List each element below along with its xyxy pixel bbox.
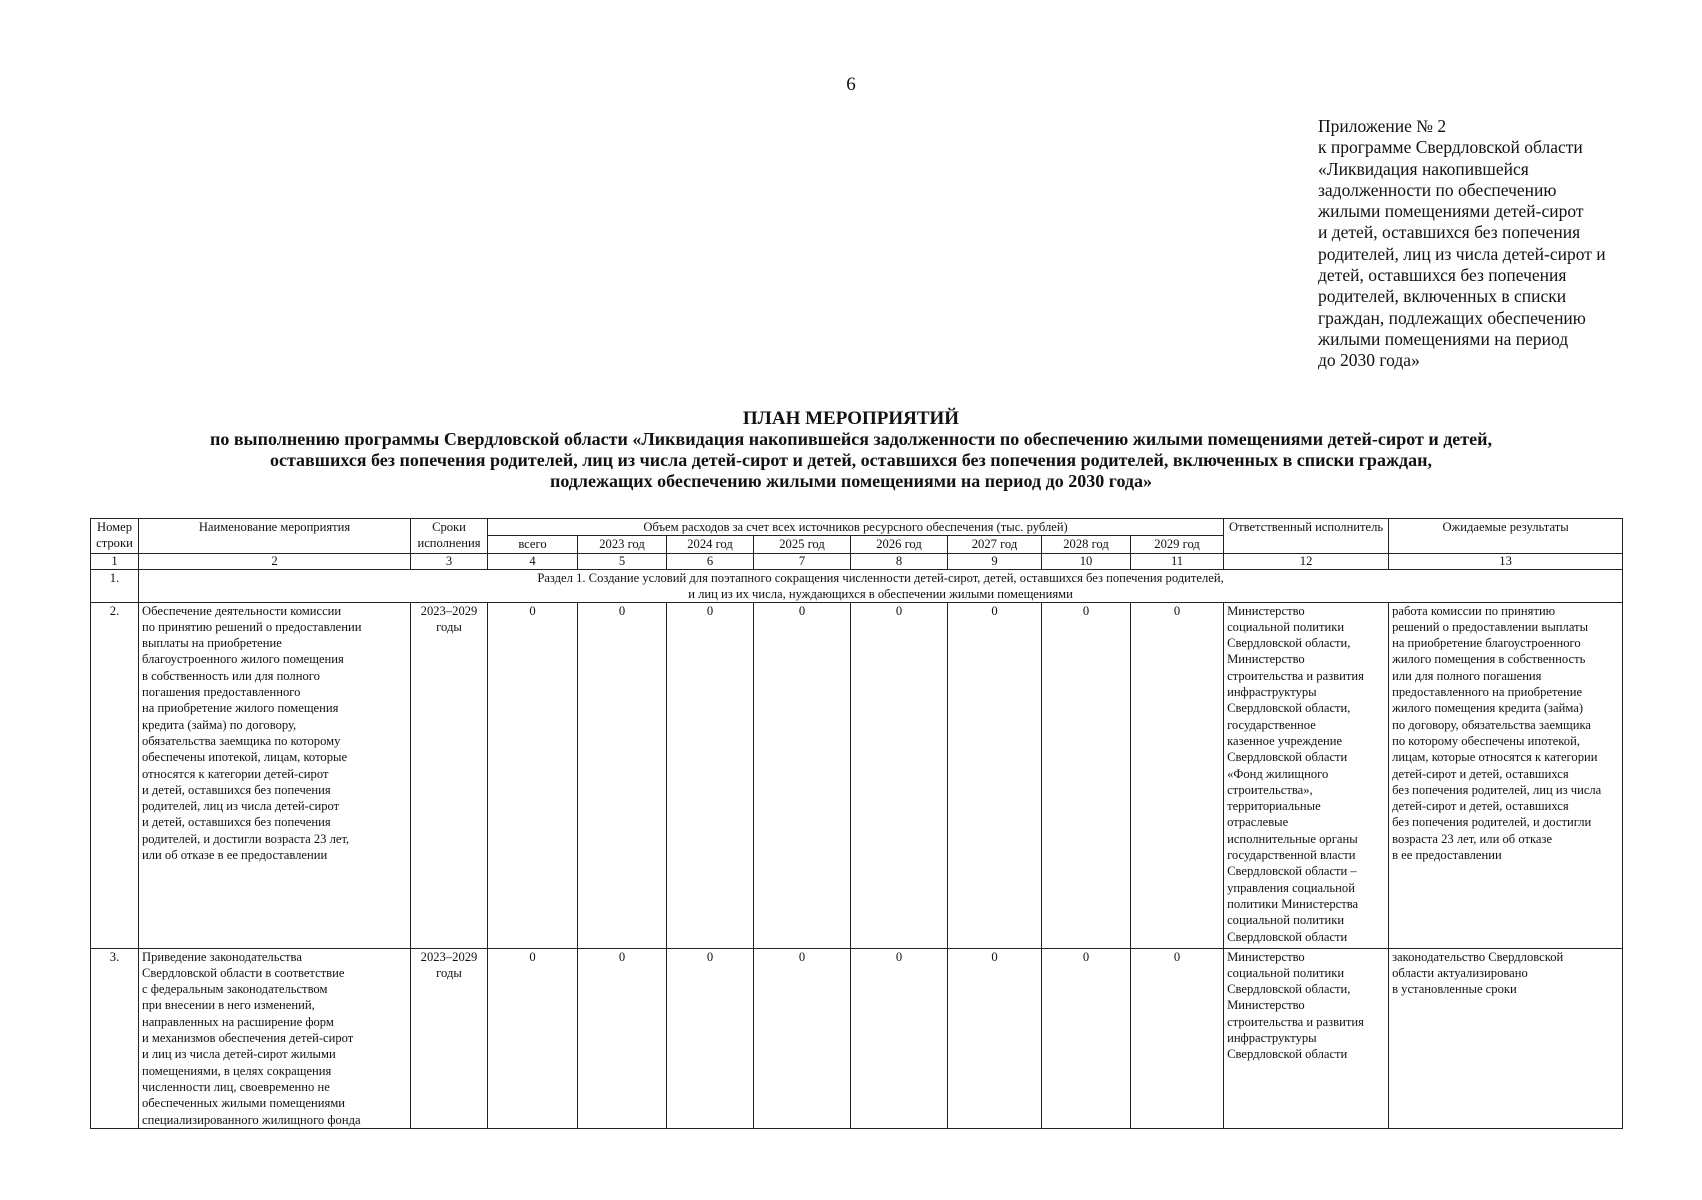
column-number: 6 xyxy=(667,553,754,569)
column-number: 7 xyxy=(754,553,851,569)
appendix-line: задолженности по обеспечению xyxy=(1318,179,1557,200)
header-total: всего xyxy=(488,536,578,553)
column-number: 11 xyxy=(1131,553,1224,569)
row-executor: Министерство социальной политики Свердловской области, Министерство строительства и развития инфраструктуры Свердловской области xyxy=(1224,948,1389,1128)
appendix-line: к программе Свердловской области xyxy=(1318,137,1583,158)
appendix-note xyxy=(1318,116,1638,372)
appendix-line: до 2030 года» xyxy=(1318,350,1420,371)
row-value-2028: 0 xyxy=(1042,602,1131,948)
table-row xyxy=(91,948,1623,1128)
appendix-line: и детей, оставшихся без попечения xyxy=(1318,222,1581,243)
page-number: 6 xyxy=(846,74,856,95)
row-value-2029: 0 xyxy=(1131,602,1224,948)
row-value-2027: 0 xyxy=(948,602,1042,948)
row-value-2024: 0 xyxy=(667,602,754,948)
header-year: 2024 год xyxy=(667,536,754,553)
appendix-line: жилыми помещениями на период xyxy=(1318,328,1569,349)
row-number: 2. xyxy=(91,602,139,948)
appendix-line: жилыми помещениями детей-сирот xyxy=(1318,201,1584,222)
section-row xyxy=(91,569,1623,602)
row-value-2026: 0 xyxy=(851,948,948,1128)
plan-title xyxy=(0,408,1702,492)
column-number: 5 xyxy=(578,553,667,569)
header-year: 2028 год xyxy=(1042,536,1131,553)
header-executor: Ответственный исполнитель xyxy=(1224,519,1389,554)
plan-subtitle-line-1: по выполнению программы Свердловской области «Ликвидация накопившейся задолженности по обеспечению жилыми помещениями детей-сирот и детей, xyxy=(209,429,1493,449)
appendix-line: Приложение № 2 xyxy=(1318,116,1447,136)
row-value-2025: 0 xyxy=(754,948,851,1128)
row-value-2023: 0 xyxy=(578,948,667,1128)
header-year: 2026 год xyxy=(851,536,948,553)
appendix-line: граждан, подлежащих обеспечению xyxy=(1318,307,1586,328)
section-title: Раздел 1. Создание условий для поэтапного сокращения численности детей-сирот, детей, оставшихся без попечения родителей, и лиц из их числа, нуждающихся в обеспечении жилыми помещениями xyxy=(139,569,1623,602)
column-number: 12 xyxy=(1224,553,1389,569)
row-value-total: 0 xyxy=(488,602,578,948)
header-expenses: Объем расходов за счет всех источников ресурсного обеспечения (тыс. рублей) xyxy=(488,519,1224,536)
header-row-number: Номер строки xyxy=(91,519,139,554)
plan-subtitle-line-2: оставшихся без попечения родителей, лиц из числа детей-сирот и детей, оставшихся без попечения родителей, включенных в списки граждан, xyxy=(270,450,1432,470)
header-row xyxy=(91,519,1623,536)
appendix-line: родителей, лиц из числа детей-сирот и xyxy=(1318,243,1606,264)
header-name: Наименование мероприятия xyxy=(139,519,411,554)
row-terms: 2023–2029 годы xyxy=(411,948,488,1128)
row-executor: Министерство социальной политики Свердловской области, Министерство строительства и развития инфраструктуры Свердловской области, государственное казенное учреждение Свердловской области «Фонд жилищного строительства», территориальные отраслевые исполнительные органы государственной власти Свердловской области – управления социальной политики Министерства социальной политики Свердловской области xyxy=(1224,602,1389,948)
row-name: Обеспечение деятельности комиссии по принятию решений о предоставлении выплаты на приобретение благоустроенного жилого помещения в собственность или для полного погашения предоставленного на приобретение жилого помещения кредита (займа) по договору, обязательства заемщика по которому обеспечены ипотекой, лицам, которые относятся к категории детей-сирот и детей, оставшихся без попечения родителей, лиц из числа детей-сирот и детей, оставшихся без попечения родителей, и достигли возраста 23 лет, или об отказе в ее предоставлении xyxy=(139,602,411,948)
row-results: работа комиссии по принятию решений о предоставлении выплаты на приобретение благоустроенного жилого помещения в собственность или для полного погашения предоставленного на приобретение жилого помещения кредита (займа) по договору, обязательства заемщика по которому обеспечены ипотекой, лицам, которые относятся к категории детей-сирот и детей, оставшихся без попечения родителей, лиц из числа детей-сирот и детей, оставшихся без попечения родителей, и достигли возраста 23 лет, или об отказе в ее предоставлении xyxy=(1389,602,1623,948)
column-number: 1 xyxy=(91,553,139,569)
column-number: 9 xyxy=(948,553,1042,569)
row-value-2026: 0 xyxy=(851,602,948,948)
column-number: 4 xyxy=(488,553,578,569)
row-value-total: 0 xyxy=(488,948,578,1128)
header-year: 2027 год xyxy=(948,536,1042,553)
header-terms: Сроки исполнения xyxy=(411,519,488,554)
appendix-line: «Ликвидация накопившейся xyxy=(1318,158,1529,179)
header-year: 2025 год xyxy=(754,536,851,553)
row-value-2028: 0 xyxy=(1042,948,1131,1128)
column-number: 10 xyxy=(1042,553,1131,569)
row-value-2025: 0 xyxy=(754,602,851,948)
appendix-line: детей, оставшихся без попечения xyxy=(1318,265,1567,286)
column-numbers-row xyxy=(91,553,1623,569)
plan-heading: ПЛАН МЕРОПРИЯТИЙ xyxy=(742,408,960,429)
plan-table xyxy=(90,518,1623,1129)
appendix-line: родителей, включенных в списки xyxy=(1318,286,1567,307)
row-value-2029: 0 xyxy=(1131,948,1224,1128)
row-terms: 2023–2029 годы xyxy=(411,602,488,948)
row-value-2023: 0 xyxy=(578,602,667,948)
header-year: 2029 год xyxy=(1131,536,1224,553)
header-year: 2023 год xyxy=(578,536,667,553)
row-number: 3. xyxy=(91,948,139,1128)
column-number: 13 xyxy=(1389,553,1623,569)
column-number: 3 xyxy=(411,553,488,569)
header-results: Ожидаемые результаты xyxy=(1389,519,1623,554)
row-results: законодательство Свердловской области актуализировано в установленные сроки xyxy=(1389,948,1623,1128)
row-value-2024: 0 xyxy=(667,948,754,1128)
plan-subtitle-line-3: подлежащих обеспечению жилыми помещениями на период до 2030 года» xyxy=(549,471,1153,491)
section-number: 1. xyxy=(91,569,139,602)
column-number: 8 xyxy=(851,553,948,569)
column-number: 2 xyxy=(139,553,411,569)
row-name: Приведение законодательства Свердловской области в соответствие с федеральным законодательством при внесении в него изменений, направленных на расширение форм и механизмов обеспечения детей-сирот и лиц из числа детей-сирот жилыми помещениями, в целях сокращения численности лиц, своевременно не обеспеченных жилыми помещениями специализированного жилищного фонда xyxy=(139,948,411,1128)
table-row xyxy=(91,602,1623,948)
row-value-2027: 0 xyxy=(948,948,1042,1128)
